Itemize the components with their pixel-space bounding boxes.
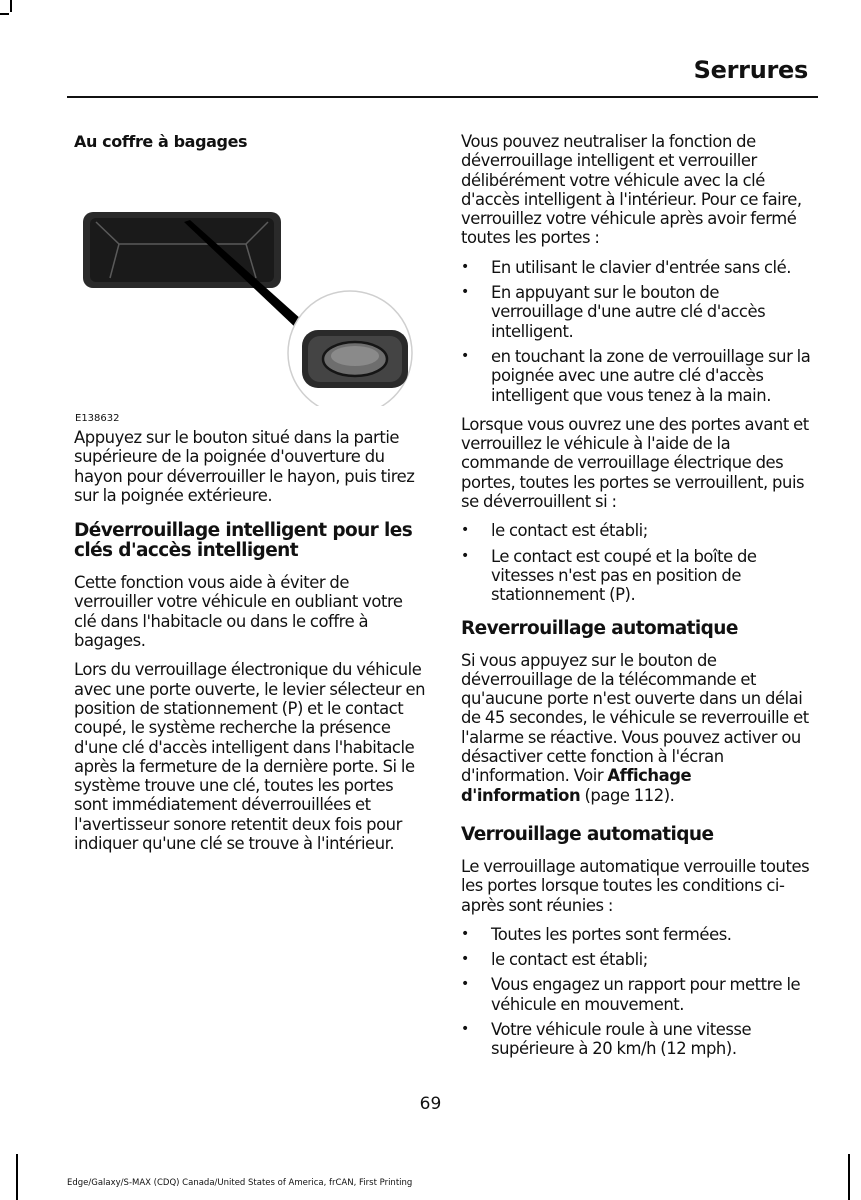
figure-code: E138632 <box>75 413 120 424</box>
relock-heading: Reverrouillage automatique <box>461 617 738 639</box>
trunk-heading: Au coffre à bagages <box>74 132 248 151</box>
left-column <box>74 132 426 863</box>
front-door-list <box>461 521 813 604</box>
cross-reference-link[interactable]: Affichage d'information <box>461 766 692 805</box>
crop-mark-bottom-left <box>16 1154 18 1200</box>
smart-unlock-heading: Déverrouillage intelligent pour les clés d'accès intelligent <box>74 520 413 562</box>
crop-mark-bottom-right <box>848 1154 850 1200</box>
page-number: 69 <box>419 1094 442 1114</box>
bullet-icon: • <box>461 522 469 539</box>
right-column <box>461 132 813 1069</box>
bullet-icon: • <box>461 258 469 275</box>
bullet-icon: • <box>461 347 469 364</box>
list-item: • en touchant la zone de verrouillage sur la poignée avec une autre clé d'accès intelligent que vous tenez à la main. <box>461 346 811 405</box>
list-item: • Toutes les portes sont fermées. <box>461 924 732 944</box>
header-divider <box>67 96 818 98</box>
list-item: • Le contact est coupé et la boîte de vitesses n'est pas en position de stationnement (P). <box>461 546 757 605</box>
smart-unlock-paragraph-2: Lors du verrouillage électronique du véhicule avec une porte ouverte, le levier sélecteur en position de stationnement (P) et le contact coupé, le système recherche la présence d'une clé d'accès intelligent dans l'habitacle après la fermeture de la dernière porte. Si le système trouve une clé, toutes les portes sont immédiatement déverrouillées et l'avertisseur sonore retentit deux fois pour indiquer qu'une clé se trouve à l'intérieur. <box>74 660 426 854</box>
trunk-handle-illustration <box>74 162 426 406</box>
list-item: • le contact est établi; <box>461 521 648 541</box>
page-title: Serrures <box>693 56 808 84</box>
autolock-paragraph: Le verrouillage automatique verrouille toutes les portes lorsque toutes les conditions ci-après sont réunies : <box>461 856 810 915</box>
relock-paragraph: Si vous appuyez sur le bouton de déverrouillage de la télécommande et qu'aucune porte n'est ouverte dans un délai de 45 secondes, le véhicule se reverrouille et l'alarme se réactive. Vous pouvez activer ou désactiver cette fonction à l'écran d'information. Voir Affichage d'information (page 112). <box>461 650 809 805</box>
list-item: • Votre véhicule roule à une vitesse supérieure à 20 km/h (12 mph). <box>461 1019 752 1059</box>
bullet-icon: • <box>461 976 469 993</box>
release-button-highlight <box>331 346 379 366</box>
crop-mark-top-left <box>10 0 12 12</box>
bullet-icon: • <box>461 951 469 968</box>
bullet-icon: • <box>461 1020 469 1037</box>
front-door-paragraph: Lorsque vous ouvrez une des portes avant et verrouillez le véhicule à l'aide de la commande de verrouillage électrique des portes, toutes les portes se verrouillent, puis se déverrouillent si : <box>461 414 809 512</box>
bullet-icon: • <box>461 284 469 301</box>
list-item: • le contact est établi; <box>461 950 648 970</box>
trunk-handle-figure <box>74 162 426 424</box>
crop-mark-left <box>0 13 9 15</box>
override-paragraph: Vous pouvez neutraliser la fonction de déverrouillage intelligent et verrouiller délibérément votre véhicule avec la clé d'accès intelligent à l'intérieur. Pour ce faire, verrouillez votre véhicule après avoir fermé toutes les portes : <box>461 132 802 248</box>
list-item: • Vous engagez un rapport pour mettre le véhicule en mouvement. <box>461 975 801 1014</box>
bullet-icon: • <box>461 547 469 564</box>
override-list <box>461 258 813 405</box>
bullet-icon: • <box>461 925 469 942</box>
autolock-list <box>461 925 813 1059</box>
list-item: • En appuyant sur le bouton de verrouillage d'une autre clé d'accès intelligent. <box>461 283 766 341</box>
trunk-paragraph: Appuyez sur le bouton situé dans la partie supérieure de la poignée d'ouverture du hayon pour déverrouiller le hayon, puis tirez sur la poignée extérieure. <box>74 428 415 505</box>
autolock-heading: Verrouillage automatique <box>461 823 714 845</box>
list-item: • En utilisant le clavier d'entrée sans clé. <box>461 257 792 277</box>
footer-text: Edge/Galaxy/S-MAX (CDQ) Canada/United States of America, frCAN, First Printing <box>67 1178 413 1188</box>
smart-unlock-paragraph-1: Cette fonction vous aide à éviter de verrouiller votre véhicule en oubliant votre clé dans l'habitacle ou dans le coffre à bagages. <box>74 573 403 651</box>
